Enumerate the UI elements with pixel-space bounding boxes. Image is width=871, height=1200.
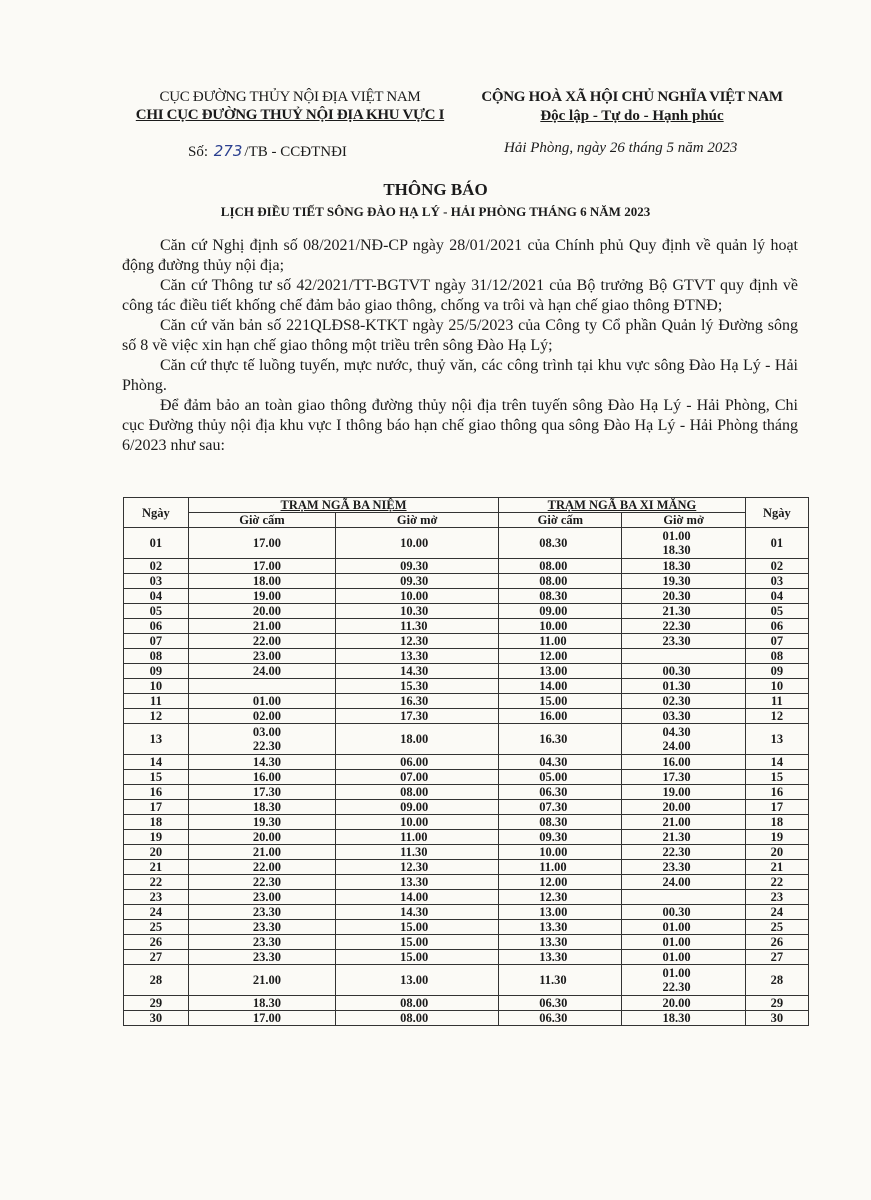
ximang-close-time: 07.30 (499, 800, 622, 815)
day-cell: 22 (124, 875, 189, 890)
ximang-open-time: 23.30 (622, 860, 745, 875)
table-row (124, 755, 809, 770)
day-cell: 01 (745, 528, 808, 559)
table-row (124, 694, 809, 709)
niem-close-time: 21.00 (188, 965, 335, 996)
table-row (124, 920, 809, 935)
ximang-open-time (622, 890, 745, 905)
station-header-nga-ba-niem: TRẠM NGÃ BA NIỆM (188, 498, 498, 513)
table-row (124, 830, 809, 845)
ximang-close-time: 14.00 (499, 679, 622, 694)
niem-open-time: 11.30 (336, 619, 499, 634)
ximang-close-time: 13.30 (499, 935, 622, 950)
table-row (124, 935, 809, 950)
table-row (124, 965, 809, 996)
ximang-open-time: 24.00 (622, 875, 745, 890)
table-row (124, 634, 809, 649)
niem-open-time: 10.00 (336, 815, 499, 830)
niem-close-time: 18.30 (188, 800, 335, 815)
day-header: Ngày (745, 498, 808, 528)
niem-close-time: 22.00 (188, 634, 335, 649)
niem-open-time: 11.00 (336, 830, 499, 845)
national-title: CỘNG HOÀ XÃ HỘI CHỦ NGHĨA VIỆT NAM (481, 89, 783, 105)
niem-close-time: 20.00 (188, 830, 335, 845)
ximang-close-time: 06.30 (499, 1011, 622, 1026)
niem-close-time: 21.00 (188, 619, 335, 634)
niem-close-time: 16.00 (188, 770, 335, 785)
table-row (124, 709, 809, 724)
ximang-open-time: 01.00 (622, 950, 745, 965)
ximang-close-time: 09.30 (499, 830, 622, 845)
niem-open-time: 12.30 (336, 860, 499, 875)
table-row (124, 559, 809, 574)
table-row (124, 724, 809, 755)
day-cell: 01 (124, 528, 189, 559)
ximang-close-time: 06.30 (499, 785, 622, 800)
niem-open-time: 14.00 (336, 890, 499, 905)
niem-open-time: 08.00 (336, 996, 499, 1011)
document-number (188, 142, 347, 161)
ximang-open-time: 18.30 (622, 1011, 745, 1026)
niem-close-time: 17.00 (188, 559, 335, 574)
national-motto: Độc lập - Tự do - Hạnh phúc (540, 108, 724, 124)
document-subtitle: LỊCH ĐIỀU TIẾT SÔNG ĐÀO HẠ LÝ - HẢI PHÒNG THÁNG 6 NĂM 2023 (220, 204, 651, 219)
ximang-close-time: 13.30 (499, 920, 622, 935)
day-cell: 05 (124, 604, 189, 619)
day-cell: 15 (745, 770, 808, 785)
ximang-close-time: 11.00 (499, 634, 622, 649)
niem-close-time: 23.30 (188, 920, 335, 935)
niem-close-time: 03.00 22.30 (188, 724, 335, 755)
day-cell: 13 (124, 724, 189, 755)
day-cell: 22 (745, 875, 808, 890)
niem-close-time: 17.00 (188, 1011, 335, 1026)
day-cell: 09 (745, 664, 808, 679)
ximang-close-time: 11.00 (499, 860, 622, 875)
day-header: Ngày (124, 498, 189, 528)
day-cell: 11 (124, 694, 189, 709)
niem-open-time: 15.00 (336, 950, 499, 965)
national-header (462, 88, 802, 126)
ximang-close-time: 15.00 (499, 694, 622, 709)
day-cell: 12 (745, 709, 808, 724)
niem-open-time: 13.30 (336, 875, 499, 890)
niem-open-time: 13.00 (336, 965, 499, 996)
ximang-close-time: 09.00 (499, 604, 622, 619)
day-cell: 26 (124, 935, 189, 950)
day-cell: 14 (124, 755, 189, 770)
close-time-header: Giờ cấm (499, 513, 622, 528)
day-cell: 25 (124, 920, 189, 935)
day-cell: 20 (124, 845, 189, 860)
niem-close-time: 21.00 (188, 845, 335, 860)
day-cell: 03 (745, 574, 808, 589)
day-cell: 02 (124, 559, 189, 574)
day-cell: 27 (124, 950, 189, 965)
niem-close-time: 01.00 (188, 694, 335, 709)
day-cell: 07 (124, 634, 189, 649)
paragraph: Căn cứ Thông tư số 42/2021/TT-BGTVT ngày 31/12/2021 của Bộ trưởng Bộ GTVT quy định về công tác điều tiết khống chế đảm bảo giao thông, chống va trôi và hạn chế giao thông ĐTNĐ; (122, 277, 798, 314)
day-cell: 25 (745, 920, 808, 935)
paragraph: Căn cứ Nghị định số 08/2021/NĐ-CP ngày 28/01/2021 của Chính phủ Quy định về quản lý hoạt động đường thủy nội địa; (122, 237, 798, 274)
niem-open-time: 10.30 (336, 604, 499, 619)
open-time-header: Giờ mở (622, 513, 745, 528)
document-number-suffix: /TB - CCĐTNĐI (244, 144, 347, 160)
table-row (124, 604, 809, 619)
table-row (124, 528, 809, 559)
day-cell: 06 (124, 619, 189, 634)
ximang-open-time: 01.00 (622, 920, 745, 935)
ximang-open-time: 01.30 (622, 679, 745, 694)
place-date: Hải Phòng, ngày 26 tháng 5 năm 2023 (504, 140, 738, 156)
day-cell: 06 (745, 619, 808, 634)
table-row (124, 890, 809, 905)
ximang-open-time: 21.30 (622, 604, 745, 619)
niem-open-time: 11.30 (336, 845, 499, 860)
table-row (124, 815, 809, 830)
ximang-open-time: 20.00 (622, 996, 745, 1011)
day-cell: 07 (745, 634, 808, 649)
paragraph: Căn cứ văn bản số 221QLĐS8-KTKT ngày 25/5/2023 của Công ty Cổ phần Quản lý Đường sông số 8 về việc xin hạn chế giao thông một triều trên sông Đào Hạ Lý; (122, 317, 798, 354)
ximang-open-time: 17.30 (622, 770, 745, 785)
ximang-open-time: 22.30 (622, 619, 745, 634)
sub-agency-name: CHI CỤC ĐƯỜNG THUỶ NỘI ĐỊA KHU VỰC I (135, 107, 445, 123)
table-row (124, 800, 809, 815)
table-row (124, 996, 809, 1011)
document-title: THÔNG BÁO (383, 180, 488, 199)
ximang-close-time: 08.30 (499, 589, 622, 604)
day-cell: 18 (745, 815, 808, 830)
day-cell: 21 (124, 860, 189, 875)
ximang-close-time: 08.00 (499, 574, 622, 589)
day-cell: 23 (745, 890, 808, 905)
ximang-close-time: 16.00 (499, 709, 622, 724)
document-number-prefix: Số: (188, 144, 209, 160)
day-cell: 21 (745, 860, 808, 875)
ximang-open-time: 23.30 (622, 634, 745, 649)
ximang-open-time: 22.30 (622, 845, 745, 860)
table-row (124, 860, 809, 875)
ximang-close-time: 08.30 (499, 528, 622, 559)
ximang-close-time: 10.00 (499, 619, 622, 634)
niem-close-time: 18.30 (188, 996, 335, 1011)
niem-open-time: 09.00 (336, 800, 499, 815)
day-cell: 04 (124, 589, 189, 604)
ximang-open-time: 00.30 (622, 664, 745, 679)
day-cell: 30 (745, 1011, 808, 1026)
niem-close-time: 14.30 (188, 755, 335, 770)
agency-name: CỤC ĐƯỜNG THỦY NỘI ĐỊA VIỆT NAM (159, 89, 421, 105)
table-row (124, 574, 809, 589)
niem-open-time: 12.30 (336, 634, 499, 649)
day-cell: 19 (745, 830, 808, 845)
ximang-open-time: 19.30 (622, 574, 745, 589)
table-row (124, 679, 809, 694)
schedule-table (123, 497, 809, 1026)
day-cell: 12 (124, 709, 189, 724)
table-row (124, 785, 809, 800)
niem-close-time: 02.00 (188, 709, 335, 724)
table-row (124, 875, 809, 890)
ximang-close-time: 13.00 (499, 905, 622, 920)
paragraph: Căn cứ thực tế luồng tuyến, mực nước, thuỷ văn, các công trình tại khu vực sông Đào Hạ Lý - Hải Phòng. (122, 357, 798, 394)
day-cell: 17 (745, 800, 808, 815)
ximang-open-time: 20.30 (622, 589, 745, 604)
ximang-close-time: 12.00 (499, 649, 622, 664)
day-cell: 05 (745, 604, 808, 619)
table-row (124, 950, 809, 965)
ximang-open-time: 18.30 (622, 559, 745, 574)
table-row (124, 664, 809, 679)
ximang-close-time: 13.30 (499, 950, 622, 965)
table-row (124, 649, 809, 664)
niem-open-time: 17.30 (336, 709, 499, 724)
niem-close-time: 17.30 (188, 785, 335, 800)
day-cell: 20 (745, 845, 808, 860)
day-cell: 10 (745, 679, 808, 694)
niem-open-time: 09.30 (336, 559, 499, 574)
ximang-close-time: 10.00 (499, 845, 622, 860)
table-row (124, 905, 809, 920)
niem-close-time: 23.30 (188, 935, 335, 950)
niem-close-time: 23.30 (188, 950, 335, 965)
niem-open-time: 15.30 (336, 679, 499, 694)
day-cell: 29 (745, 996, 808, 1011)
day-cell: 23 (124, 890, 189, 905)
day-cell: 09 (124, 664, 189, 679)
ximang-close-time: 13.00 (499, 664, 622, 679)
ximang-open-time: 16.00 (622, 755, 745, 770)
niem-close-time: 19.30 (188, 815, 335, 830)
niem-open-time: 15.00 (336, 935, 499, 950)
niem-open-time: 10.00 (336, 589, 499, 604)
niem-open-time: 06.00 (336, 755, 499, 770)
day-cell: 18 (124, 815, 189, 830)
niem-open-time: 09.30 (336, 574, 499, 589)
day-cell: 26 (745, 935, 808, 950)
document-body (122, 236, 798, 456)
day-cell: 11 (745, 694, 808, 709)
ximang-open-time (622, 649, 745, 664)
ximang-open-time: 04.30 24.00 (622, 724, 745, 755)
niem-close-time: 22.00 (188, 860, 335, 875)
day-cell: 29 (124, 996, 189, 1011)
table-row (124, 770, 809, 785)
day-cell: 27 (745, 950, 808, 965)
station-header-nga-ba-xi-mang: TRẠM NGÃ BA XI MĂNG (499, 498, 745, 513)
ximang-close-time: 16.30 (499, 724, 622, 755)
niem-close-time: 24.00 (188, 664, 335, 679)
paragraph: Để đảm bảo an toàn giao thông đường thủy nội địa trên tuyến sông Đào Hạ Lý - Hải Phòng, Chi cục Đường thủy nội địa khu vực I thông báo hạn chế giao thông qua sông Đào Hạ Lý - Hải Phòng tháng 6/2023 như sau: (122, 397, 798, 454)
day-cell: 16 (124, 785, 189, 800)
niem-open-time: 16.30 (336, 694, 499, 709)
schedule-body (124, 528, 809, 1026)
table-row (124, 845, 809, 860)
ximang-close-time: 08.30 (499, 815, 622, 830)
niem-close-time (188, 679, 335, 694)
table-row (124, 1011, 809, 1026)
day-cell: 16 (745, 785, 808, 800)
close-time-header: Giờ cấm (188, 513, 335, 528)
day-cell: 19 (124, 830, 189, 845)
ximang-open-time: 01.00 22.30 (622, 965, 745, 996)
niem-open-time: 15.00 (336, 920, 499, 935)
niem-close-time: 19.00 (188, 589, 335, 604)
niem-open-time: 18.00 (336, 724, 499, 755)
ximang-open-time: 19.00 (622, 785, 745, 800)
niem-open-time: 07.00 (336, 770, 499, 785)
niem-close-time: 23.00 (188, 890, 335, 905)
table-row (124, 619, 809, 634)
niem-close-time: 22.30 (188, 875, 335, 890)
day-cell: 04 (745, 589, 808, 604)
niem-open-time: 10.00 (336, 528, 499, 559)
ximang-close-time: 05.00 (499, 770, 622, 785)
day-cell: 14 (745, 755, 808, 770)
niem-open-time: 08.00 (336, 1011, 499, 1026)
niem-close-time: 23.30 (188, 905, 335, 920)
day-cell: 03 (124, 574, 189, 589)
day-cell: 24 (124, 905, 189, 920)
day-cell: 08 (745, 649, 808, 664)
ximang-close-time: 12.30 (499, 890, 622, 905)
day-cell: 28 (745, 965, 808, 996)
niem-close-time: 18.00 (188, 574, 335, 589)
niem-close-time: 23.00 (188, 649, 335, 664)
day-cell: 13 (745, 724, 808, 755)
ximang-open-time: 21.30 (622, 830, 745, 845)
day-cell: 17 (124, 800, 189, 815)
niem-close-time: 20.00 (188, 604, 335, 619)
day-cell: 15 (124, 770, 189, 785)
ximang-close-time: 06.30 (499, 996, 622, 1011)
ximang-open-time: 03.30 (622, 709, 745, 724)
day-cell: 28 (124, 965, 189, 996)
day-cell: 02 (745, 559, 808, 574)
document-number-handwritten: 273 (213, 142, 243, 160)
day-cell: 24 (745, 905, 808, 920)
niem-open-time: 14.30 (336, 905, 499, 920)
niem-open-time: 13.30 (336, 649, 499, 664)
ximang-open-time: 20.00 (622, 800, 745, 815)
open-time-header: Giờ mở (336, 513, 499, 528)
ximang-close-time: 12.00 (499, 875, 622, 890)
ximang-open-time: 00.30 (622, 905, 745, 920)
ximang-open-time: 02.30 (622, 694, 745, 709)
ximang-close-time: 11.30 (499, 965, 622, 996)
ximang-open-time: 01.00 18.30 (622, 528, 745, 559)
ximang-close-time: 08.00 (499, 559, 622, 574)
ximang-close-time: 04.30 (499, 755, 622, 770)
niem-open-time: 08.00 (336, 785, 499, 800)
day-cell: 10 (124, 679, 189, 694)
agency-header (120, 88, 460, 124)
day-cell: 08 (124, 649, 189, 664)
day-cell: 30 (124, 1011, 189, 1026)
ximang-open-time: 21.00 (622, 815, 745, 830)
ximang-open-time: 01.00 (622, 935, 745, 950)
niem-close-time: 17.00 (188, 528, 335, 559)
niem-open-time: 14.30 (336, 664, 499, 679)
table-row (124, 589, 809, 604)
